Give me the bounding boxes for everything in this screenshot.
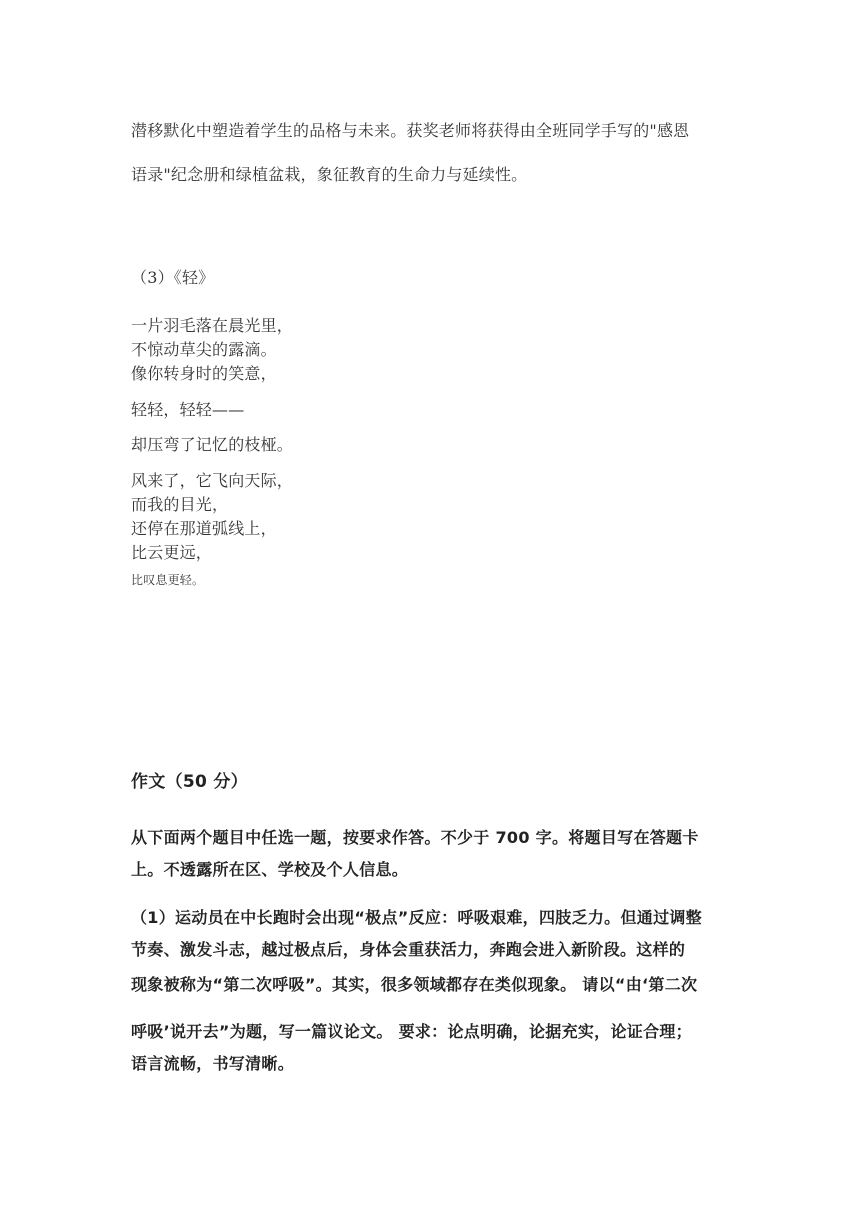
poem-line: 不惊动草尖的露滴。 <box>131 340 277 359</box>
essay-prompt-line: 节奏、激发斗志，越过极点后，身体会重获活力，奔跑会进入新阶段。这样的 <box>131 940 686 959</box>
intro-line-2: 语录"纪念册和绿植盆栽，象征教育的生命力与延续性。 <box>131 165 528 184</box>
poem-line: 风来了，它飞向天际， <box>131 471 294 490</box>
poem-line: 像你转身时的笑意， <box>131 364 277 383</box>
essay-heading: 作文（50 分） <box>131 772 248 792</box>
essay-prompt-line: 呼吸’说开去”为题，写一篇议论文。 要求：论点明确，论据充实，论证合理； <box>131 1022 692 1041</box>
poem-line: 却压弯了记忆的枝桠。 <box>131 435 294 454</box>
poem-line: 一片羽毛落在晨光里， <box>131 316 294 335</box>
essay-prompt-line: 现象被称为“第二次呼吸”。其实，很多领域都存在类似现象。 请以“由‘第二次 <box>131 975 698 994</box>
intro-line-1: 潜移默化中塑造着学生的品格与未来。获奖老师将获得由全班同学手写的"感恩 <box>131 121 690 140</box>
essay-prompt-line: 语言流畅，书写清晰。 <box>131 1054 295 1073</box>
poem-line: 比叹息更轻。 <box>131 573 205 587</box>
essay-instruction-line: 从下面两个题目中任选一题，按要求作答。不少于 700 字。将题目写在答题卡 <box>131 828 699 847</box>
poem-line: 而我的目光， <box>131 495 229 514</box>
poem-line: 轻轻，轻轻—— <box>131 400 245 419</box>
poem-title: （3）《轻》 <box>131 268 215 287</box>
essay-prompt-line: （1）运动员在中长跑时会出现“极点”反应：呼吸艰难，四肢乏力。但通过调整 <box>131 908 702 927</box>
essay-instruction-line: 上。不透露所在区、学校及个人信息。 <box>131 860 409 879</box>
poem-line: 比云更远， <box>131 543 213 562</box>
poem-line: 还停在那道弧线上， <box>131 519 277 538</box>
